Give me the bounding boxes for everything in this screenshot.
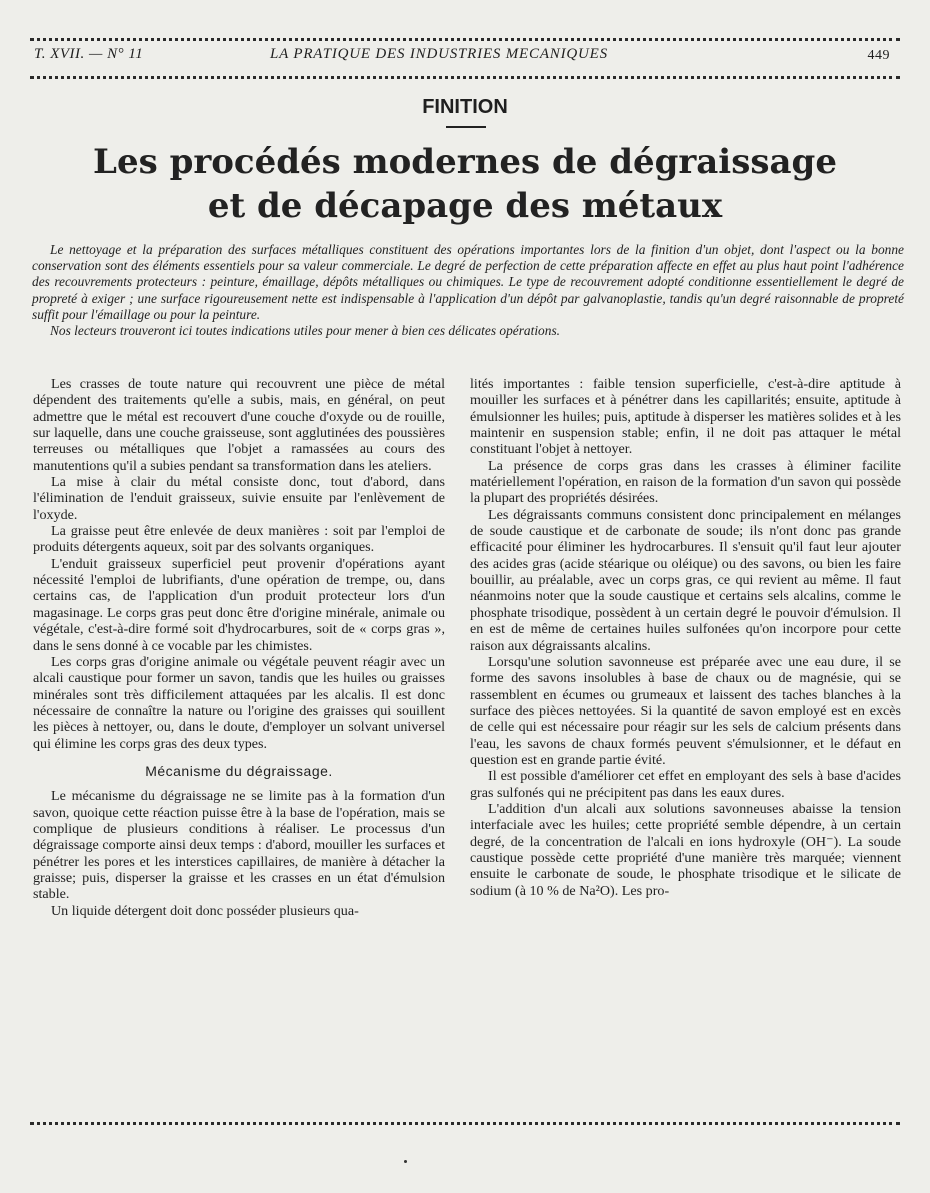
footer-mark — [404, 1160, 407, 1163]
intro-paragraph: Le nettoyage et la préparation des surfaces métalliques constituent des opérations importantes lors de la finition d'un objet, dont l'aspect ou la bonne conservation sont des éléments essentiels pour sa valeur commerciale. Le degré de perfection de cette préparation affecte en effet au plus haut point l'adhérence des recouvrements protecteurs : peinture, émaillage, dépôts métalliques ou chimiques. Le type de recouvrement adopté conditionne essentiellement le degré de propreté à exiger ; une surface rigoureusement nette est indispensable à l'application d'un dépôt par galvanoplastie, tandis qu'un degré raisonnable de propreté suffit pour l'émaillage ou pour la peinture. — [32, 242, 904, 322]
top-dotted-rule — [30, 38, 900, 41]
body-paragraph: Un liquide détergent doit donc posséder plusieurs qua- — [51, 902, 359, 919]
body-paragraph: L'enduit graisseux superficiel peut provenir d'opérations ayant nécessité l'emploi de lubrifiants, d'une opération de trempe, ou, dans certains cas, de l'application d'un produit protecteur lors d'un magasinage. Le corps gras peut donc être d'origine minérale, animale ou végétale, c'est-à-dire formé soit d'hydrocarbures, soit de « corps gras », dans le sens donné à ce vocable par les chimistes. — [33, 555, 445, 654]
body-paragraph: La présence de corps gras dans les crasses à éliminer facilite matériellement l'opération, en raison de la formation d'un savon qui possède la plupart des propriétés désirées. — [470, 457, 901, 507]
page-number: 449 — [867, 48, 890, 63]
section-label: FINITION — [422, 96, 508, 118]
article-title-line2: et de décapage des métaux — [207, 186, 723, 226]
subheading: Mécanisme du dégraissage. — [145, 762, 333, 779]
bottom-dotted-rule — [30, 1122, 900, 1125]
article-title-line1: Les procédés modernes de dégraissage — [93, 142, 837, 182]
continued-paragraph: lités importantes : faible tension superficielle, c'est-à-dire aptitude à mouiller les surfaces et à pénétrer dans les capillarités; ensuite, aptitude à émulsionner les huiles; puis, aptitude à disperser les matières solides et à les maintenir en suspension stable; enfin, il ne doit pas attaquer le métal constituant l'objet à nettoyer. — [470, 376, 901, 458]
volume-issue: T. XVII. — N° 11 — [34, 46, 144, 62]
body-paragraph: Les dégraissants communs consistent donc principalement en mélanges de soude caustique et de carbonate de soude; ils n'ont donc pas grande efficacité pour éliminer les hydrocarbures. Il s'ensuit qu'il faut leur ajouter des acides gras (acide stéarique ou oléique) ou des savons, ou bien les faire bouillir, au préalable, avec un corps gras, ce qui revient au même. Il faut néanmoins noter que la soude caustique et certains sels alcalins, comme le phosphate trisodique, possèdent à un certain degré le pouvoir d'émulsion. Il en est de même de certaines huiles sulfonées qu'on incorpore pour cette raison aux dégraissants alcalins. — [470, 506, 901, 654]
body-paragraph: L'addition d'un alcali aux solutions savonneuses abaisse la tension interfaciale avec les huiles; cette propriété semble dépendre, à un certain degré, de la concentration de l'alcali en ions hydroxyle (OH⁻). La soude caustique possède cette propriété d'une manière très marquée; viennent ensuite le carbonate de soude, le phosphate trisodique et le silicate de sodium (à 10 % de Na²O). Les pro- — [470, 800, 901, 899]
section-underline — [446, 126, 486, 128]
running-header — [30, 42, 890, 66]
article-intro — [32, 242, 904, 339]
body-paragraph: Les corps gras d'origine animale ou végétale peuvent réagir avec un alcali caustique pour former un savon, tandis que les huiles ou graisses minérales sont très difficilement attaquées par les alcalis. Il est donc nécessaire de connaître la nature ou l'origine des graisses qui souillent les pièces à nettoyer, ou, dans le doute, d'employer un solvant universel qui élimine les corps gras des deux types. — [33, 653, 445, 752]
body-paragraph: Il est possible d'améliorer cet effet en employant des sels à base d'acides gras sulfonés qui ne précipitent pas dans les eaux dures. — [470, 768, 901, 801]
right-column — [470, 376, 901, 899]
header-dotted-rule — [30, 76, 900, 79]
body-paragraph: La graisse peut être enlevée de deux manières : soit par l'emploi de produits détergents aqueux, soit par des solvants organiques. — [33, 523, 445, 556]
body-paragraph: Lorsqu'une solution savonneuse est préparée avec une eau dure, il se forme des savons insolubles à base de chaux ou de magnésie, qui se rassemblent en écumes ou grumeaux et laissent des taches blanches à la surface des pièces nettoyées. Si la quantité de savon employé est en excès de celle qui est nécessaire pour réagir sur les sels de calcium présents dans l'eau, les savons de chaux formés peuvent s'émulsionner, et le défaut en question est en grande partie évité. — [470, 653, 901, 768]
body-paragraph: Le mécanisme du dégraissage ne se limite pas à la formation d'un savon, quoique cette réaction puisse être à la base de l'opération, mais se complique de plusieurs conditions à réaliser. Le processus d'un dégraissage comporte ainsi deux temps : d'abord, mouiller les surfaces et pénétrer les pores et les interstices capillaires, de manière à détacher la graisse; puis, disperser la graisse et les crasses en un état d'émulsion stable. — [33, 788, 445, 903]
left-column — [33, 376, 445, 919]
body-paragraph: Les crasses de toute nature qui recouvrent une pièce de métal dépendent des traitements qu'elle a subis, mais, en général, on peut admettre que le métal est recouvert d'une couche d'oxyde ou de rouille, sur laquelle, dans une couche graisseuse, sont agglutinées des poussières terreuses ou métalliques que l'objet a ramassées au cours des manutentions qu'il a subies pendant sa transformation dans les ateliers. — [33, 376, 445, 474]
journal-title: LA PRATIQUE DES INDUSTRIES MECANIQUES — [270, 46, 608, 62]
body-paragraph: La mise à clair du métal consiste donc, tout d'abord, dans l'élimination de l'enduit graisseux, suivie ensuite par l'enlèvement de l'oxyde. — [33, 474, 445, 523]
intro-paragraph: Nos lecteurs trouveront ici toutes indications utiles pour mener à bien ces délicates opérations. — [50, 323, 561, 339]
